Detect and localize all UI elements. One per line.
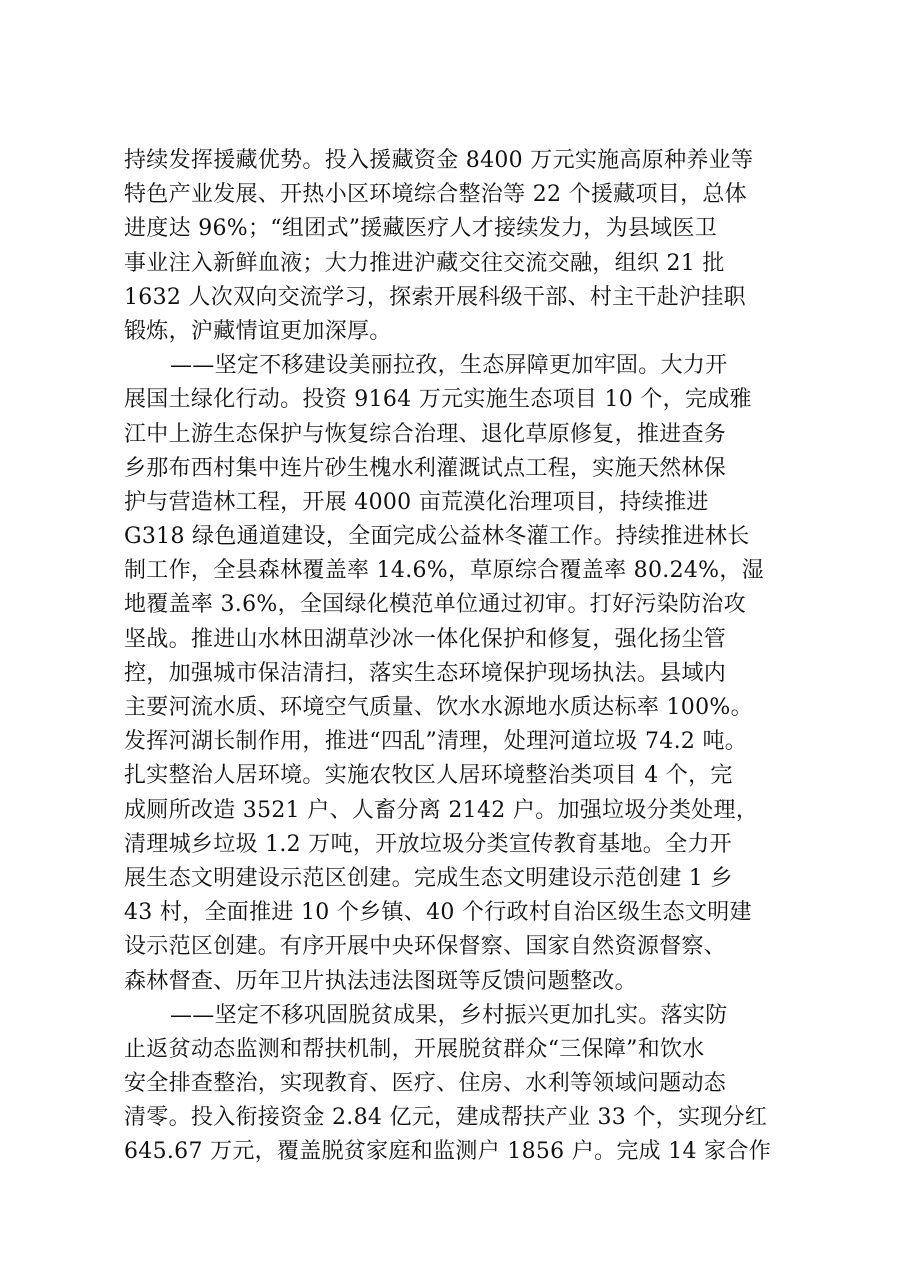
text-line: 1632 人次双向交流学习，探索开展科级干部、村主干赴沪挂职 (124, 284, 746, 310)
text-line: 成厕所改造 3521 户、人畜分离 2142 户。加强垃圾分类处理， (124, 797, 759, 823)
text-line: 控，加强城市保洁清扫，落实生态环境保护现场执法。县域内 (124, 660, 727, 686)
text-line: 展生态文明建设示范区创建。完成生态文明建设示范创建 1 乡 (124, 865, 733, 891)
text-line: 地覆盖率 3.6%，全国绿化模范单位通过初审。打好污染防治攻 (124, 592, 746, 618)
text-line: G318 绿色通道建设，全面完成公益林冬灌工作。持续推进林长 (124, 524, 750, 550)
text-line: 安全排查整治，实现教育、医疗、住房、水利等领域问题动态 (124, 1071, 727, 1097)
text-line: 清零。投入衔接资金 2.84 亿元，建成帮扶产业 33 个，实现分红 (124, 1105, 768, 1131)
text-line: 主要河流水质、环境空气质量、饮水水源地水质达标率 100%。 (124, 695, 753, 720)
text-line: 扎实整治人居环境。实施农牧区人居环境整治类项目 4 个，完 (124, 763, 733, 789)
text-line: 乡那布西村集中连片砂生槐水利灌溉试点工程，实施天然林保 (124, 455, 727, 481)
text-line: 森林督查、历年卫片执法违法图斑等反馈问题整改。 (124, 968, 637, 994)
text-line: 江中上游生态保护与恢复综合治理、退化草原修复，推进查务 (124, 421, 727, 447)
text-line: 设示范区创建。有序开展中央环保督察、国家自然资源督察、 (124, 934, 727, 960)
text-line: 43 村，全面推进 10 个乡镇、40 个行政村自治区级生态文明建 (124, 900, 752, 926)
text-line: 止返贫动态监测和帮扶机制，开展脱贫群众“三保障”和饮水 (124, 1036, 705, 1062)
text-line: 坚战。推进山水林田湖草沙冰一体化保护和修复，强化扬尘管 (124, 626, 727, 652)
body-text (124, 144, 814, 1170)
text-line: 645.67 万元，覆盖脱贫家庭和监测户 1856 户。完成 14 家合作 (124, 1139, 772, 1165)
text-line: 制工作，全县森林覆盖率 14.6%，草原综合覆盖率 80.24%，湿 (124, 558, 764, 584)
paragraph-start-line: ——坚定不移巩固脱贫成果，乡村振兴更加扎实。落实防 (170, 1002, 728, 1028)
text-line: 锻炼，沪藏情谊更加深厚。 (124, 318, 392, 344)
text-line: 进度达 96%；“组团式”援藏医疗人才接续发力，为县域医卫 (124, 216, 718, 242)
text-line: 清理城乡垃圾 1.2 万吨，开放垃圾分类宣传教育基地。全力开 (124, 831, 732, 857)
text-line: 特色产业发展、开热小区环境综合整治等 22 个援藏项目，总体 (124, 182, 747, 208)
text-line: 展国土绿化行动。投资 9164 万元实施生态项目 10 个，完成雅 (124, 387, 752, 413)
text-line: 持续发挥援藏优势。投入援藏资金 8400 万元实施高原种养业等 (124, 148, 754, 173)
text-line: 事业注入新鲜血液；大力推进沪藏交往交流交融，组织 21 批 (124, 250, 725, 276)
text-line: 护与营造林工程，开展 4000 亩荒漠化治理项目，持续推进 (124, 489, 709, 515)
text-line: 发挥河湖长制作用，推进“四乱”清理，处理河道垃圾 74.2 吨。 (124, 729, 748, 755)
paragraph-start-line: ——坚定不移建设美丽拉孜，生态屏障更加牢固。大力开 (170, 353, 728, 379)
